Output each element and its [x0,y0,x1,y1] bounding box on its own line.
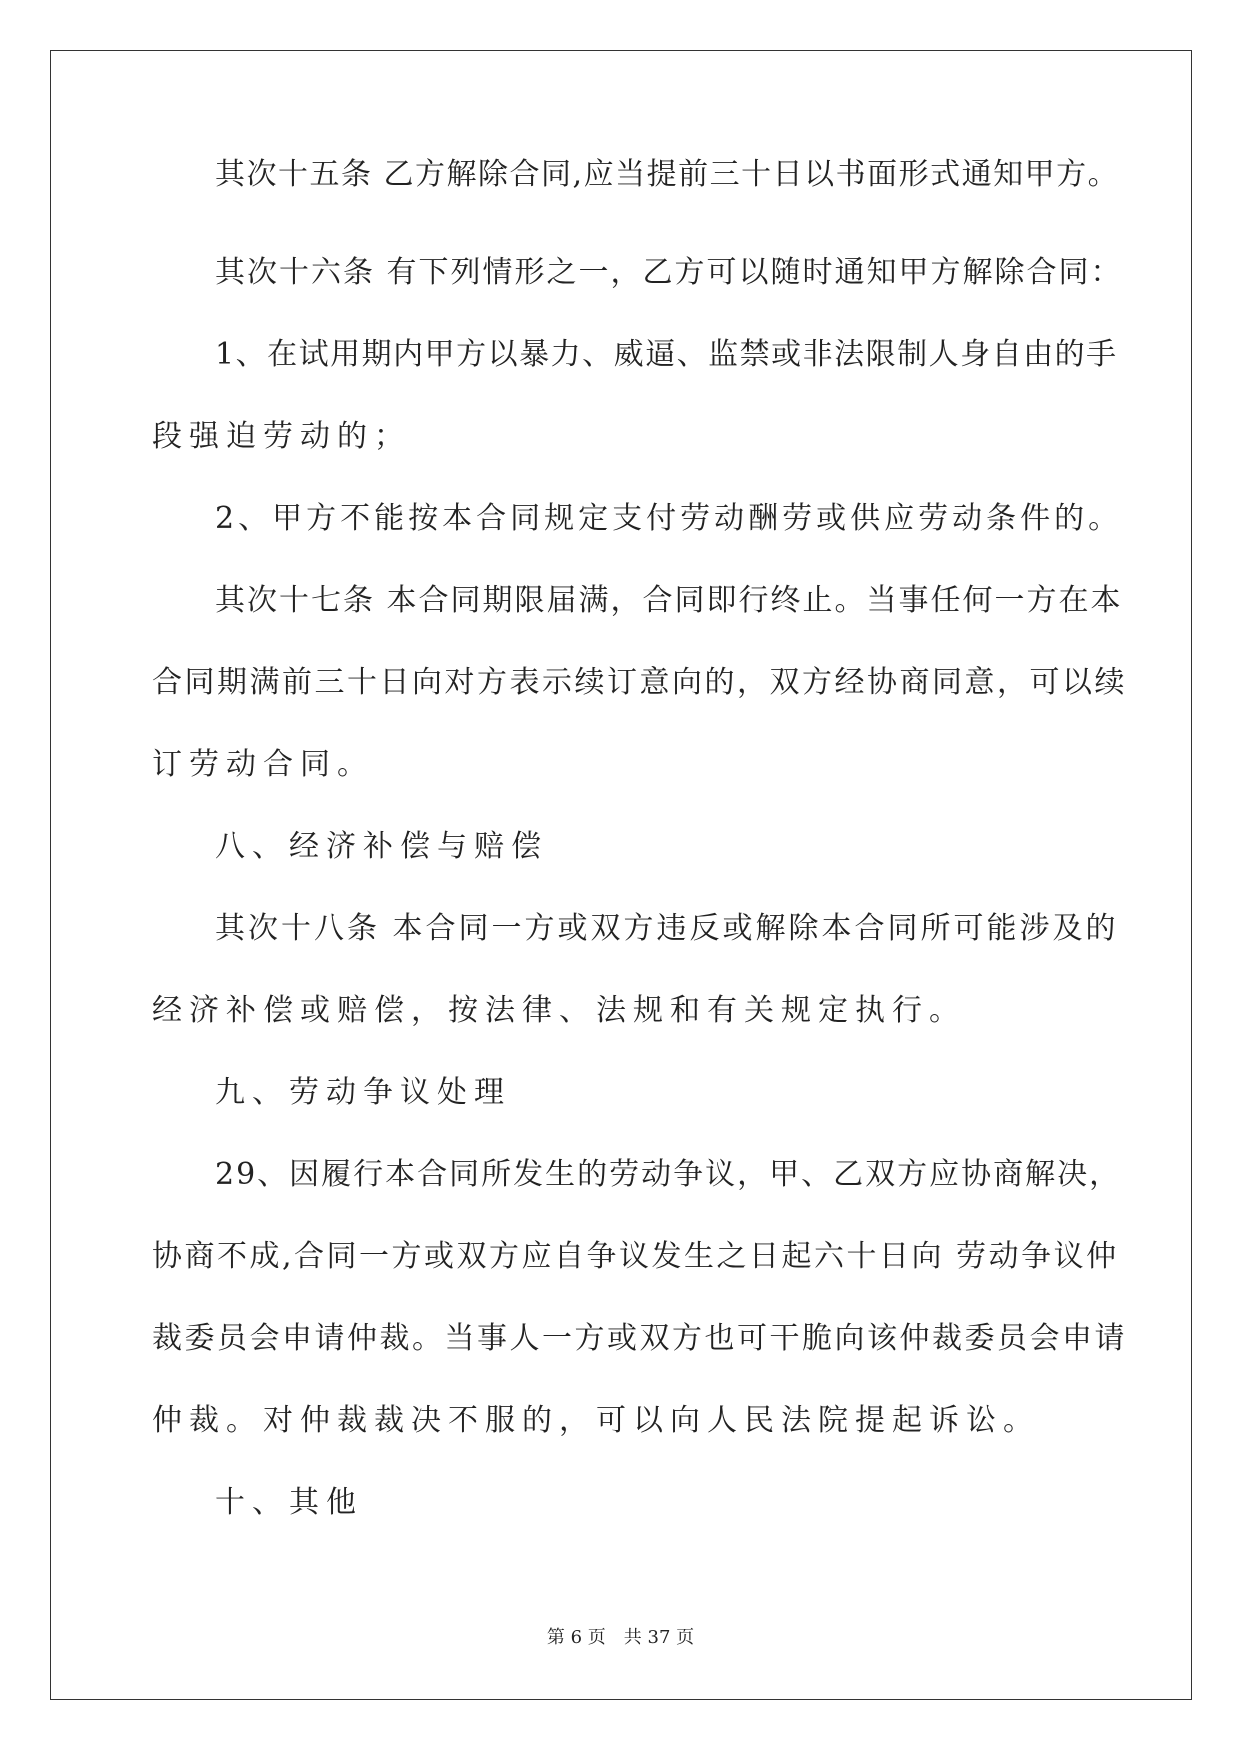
page-total: 共 37 页 [623,1627,695,1648]
paragraph-line: 裁委员会申请仲裁。当事人一方或双方也可干脆向该仲裁委员会申请 [152,1321,1127,1356]
page-footer [0,1626,1241,1650]
paragraph-line: 经济补偿或赔偿，按法律、法规和有关规定执行。 [152,993,966,1028]
paragraph-line: 2、甲方不能按本合同规定支付劳动酬劳或供应劳动条件的。 [215,501,1123,536]
paragraph-line: 协商不成,合同一方或双方应自争议发生之日起六十日向 劳动争议仲 [152,1239,1119,1274]
page-number: 第 6 页 [546,1627,606,1648]
paragraph-line: 仲裁。对仲裁裁决不服的，可以向人民法院提起诉讼。 [152,1403,1040,1438]
paragraph-line: 订劳动合同。 [152,747,374,782]
paragraph-line: 1、在试用期内甲方以暴力、威逼、监禁或非法限制人身自由的手 [215,337,1118,372]
paragraph-line: 合同期满前三十日向对方表示续订意向的，双方经协商同意，可以续 [152,665,1127,700]
section-heading: 八、经济补偿与赔偿 [215,829,548,864]
paragraph-line: 其次十六条 有下列情形之一，乙方可以随时通知甲方解除合同： [215,255,1123,290]
paragraph-line: 段强迫劳动的； [152,419,411,454]
paragraph-line: 其次十五条 乙方解除合同,应当提前三十日以书面形式通知甲方。 [215,157,1120,192]
paragraph-line: 其次十八条 本合同一方或双方违反或解除本合同所可能涉及的 [215,911,1119,946]
paragraph-line: 其次十七条 本合同期限届满，合同即行终止。当事任何一方在本 [215,583,1123,618]
section-heading: 九、劳动争议处理 [215,1075,511,1110]
section-heading: 十、其他 [215,1485,363,1520]
paragraph-line: 29、因履行本合同所发生的劳动争议，甲、乙双方应协商解决， [215,1157,1122,1192]
